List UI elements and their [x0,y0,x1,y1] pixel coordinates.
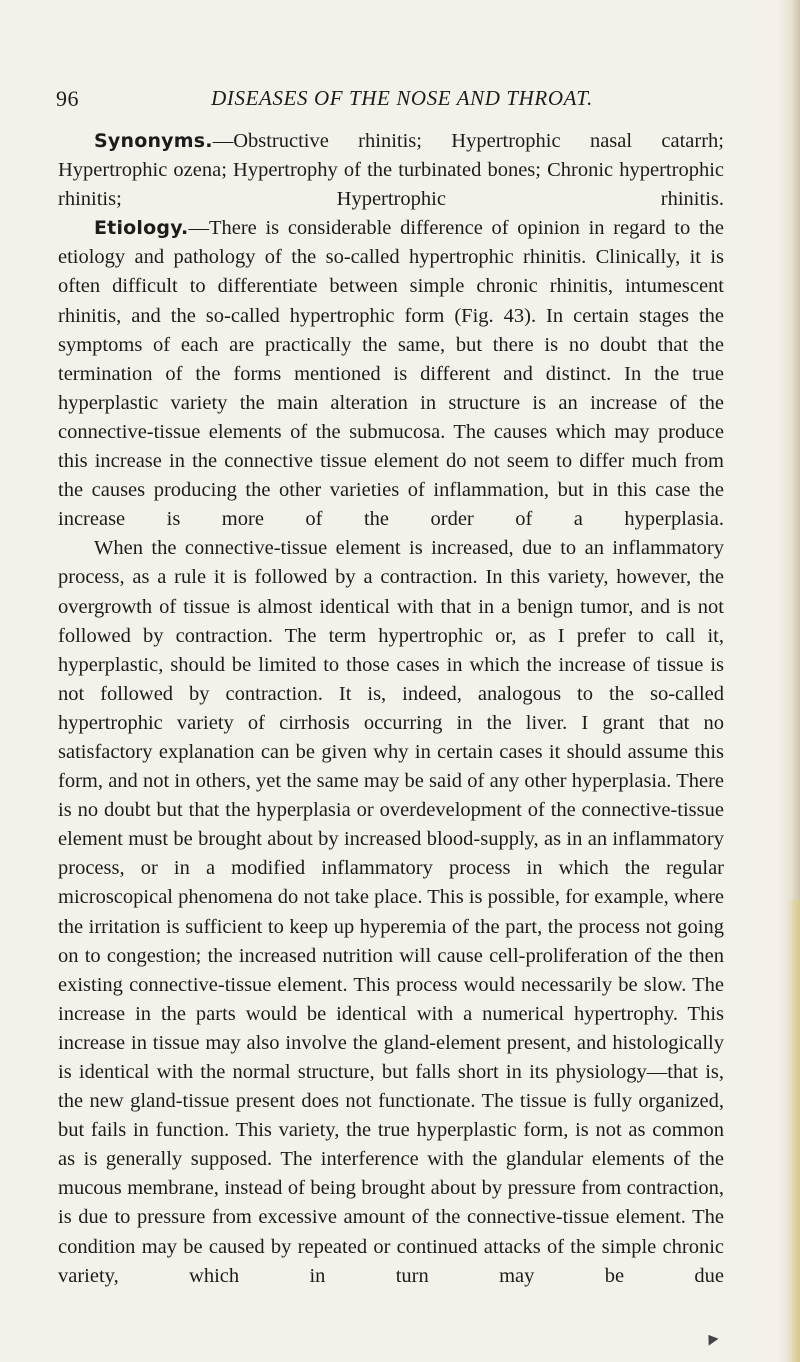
paragraph-etiology [58,214,724,534]
paragraph-connective-tissue [58,534,724,1290]
running-title: DISEASES OF THE NOSE AND THROAT. [211,86,593,110]
paragraph-heading-synonyms: Synonyms. [94,130,213,152]
body-text [58,127,724,1291]
paragraph-text-connective-tissue: When the connective-tissue element is increased, due to an inflammatory process, as a rule it is followed by a contraction. In this variety, however, the overgrowth of tissue is almost identical with that in a benign tumor, and is not followed by contraction. The term hypertrophic or, as I prefer to call it, hyperplastic, should be limited to those cases in which the increase of tissue is not followed by contraction. It is, indeed, analogous to the so-called hypertrophic variety of cirrhosis occurring in the liver. I grant that no satisfactory explanation can be given why in certain cases it should assume this form, and not in others, yet the same may be said of any other hyperplasia. There is no doubt but that the hyperplasia or overdevelopment of the connective-tissue element must be brought about by increased blood-supply, as in an inflammatory process, or in a modified inflammatory process in which the regular microscopical phenomena do not take place. This is possible, for example, where the irritation is sufficient to keep up hyperemia of the part, the process not going on to congestion; the increased nutrition will cause cell-proliferation of the then existing connective-tissue element. This process would necessarily be slow. The increase in the parts would be identical with a numerical hypertrophy. This increase in tissue may also involve the gland-element present, and histologically is identical with the normal structure, but falls short in its physiology—that is, the new gland-tissue present does not functionate. The tissue is fully organized, but fails in function. This variety, the true hyperplastic form, is not as common as is generally supposed. The interference with the glandular elements of the mucous membrane, instead of being brought about by pressure from contraction, is due to pressure from excessive amount of the connective-tissue element. The condition may be caused by repeated or continued attacks of the simple chronic variety, which in turn may be due [58,537,724,1287]
ink-speck [704,1331,719,1345]
page-header [56,86,728,116]
paragraph-text-etiology: —There is considerable difference of opinion in regard to the etiology and pathology of the so-called hypertrophic rhinitis. Clinically, it is often difficult to differentiate between simple chronic rhinitis, intumescent rhinitis, and the so-called hypertrophic form (Fig. 43). In certain stages the symptoms of each are practically the same, but there is no doubt that the termination of the forms mentioned is different and distinct. In the true hyperplastic variety the main alteration in structure is an increase of the connective-tissue elements of the submucosa. The causes which may produce this increase in the connective tissue element do not seem to differ much from the causes producing the other varieties of inflammation, but in this case the increase is more of the order of a hyperplasia. [58,217,724,531]
paragraph-synonyms [58,127,724,214]
paragraph-heading-etiology: Etiology. [94,217,189,240]
paragraph-text-synonyms: —Obstructive rhinitis; Hypertrophic nasal catarrh; Hypertrophic ozena; Hypertrophy of the turbinated bones; Chronic hypertrophic rhinitis; Hypertrophic rhinitis. [58,130,724,211]
page-edge-stain [786,900,800,1362]
page-number: 96 [56,86,79,111]
